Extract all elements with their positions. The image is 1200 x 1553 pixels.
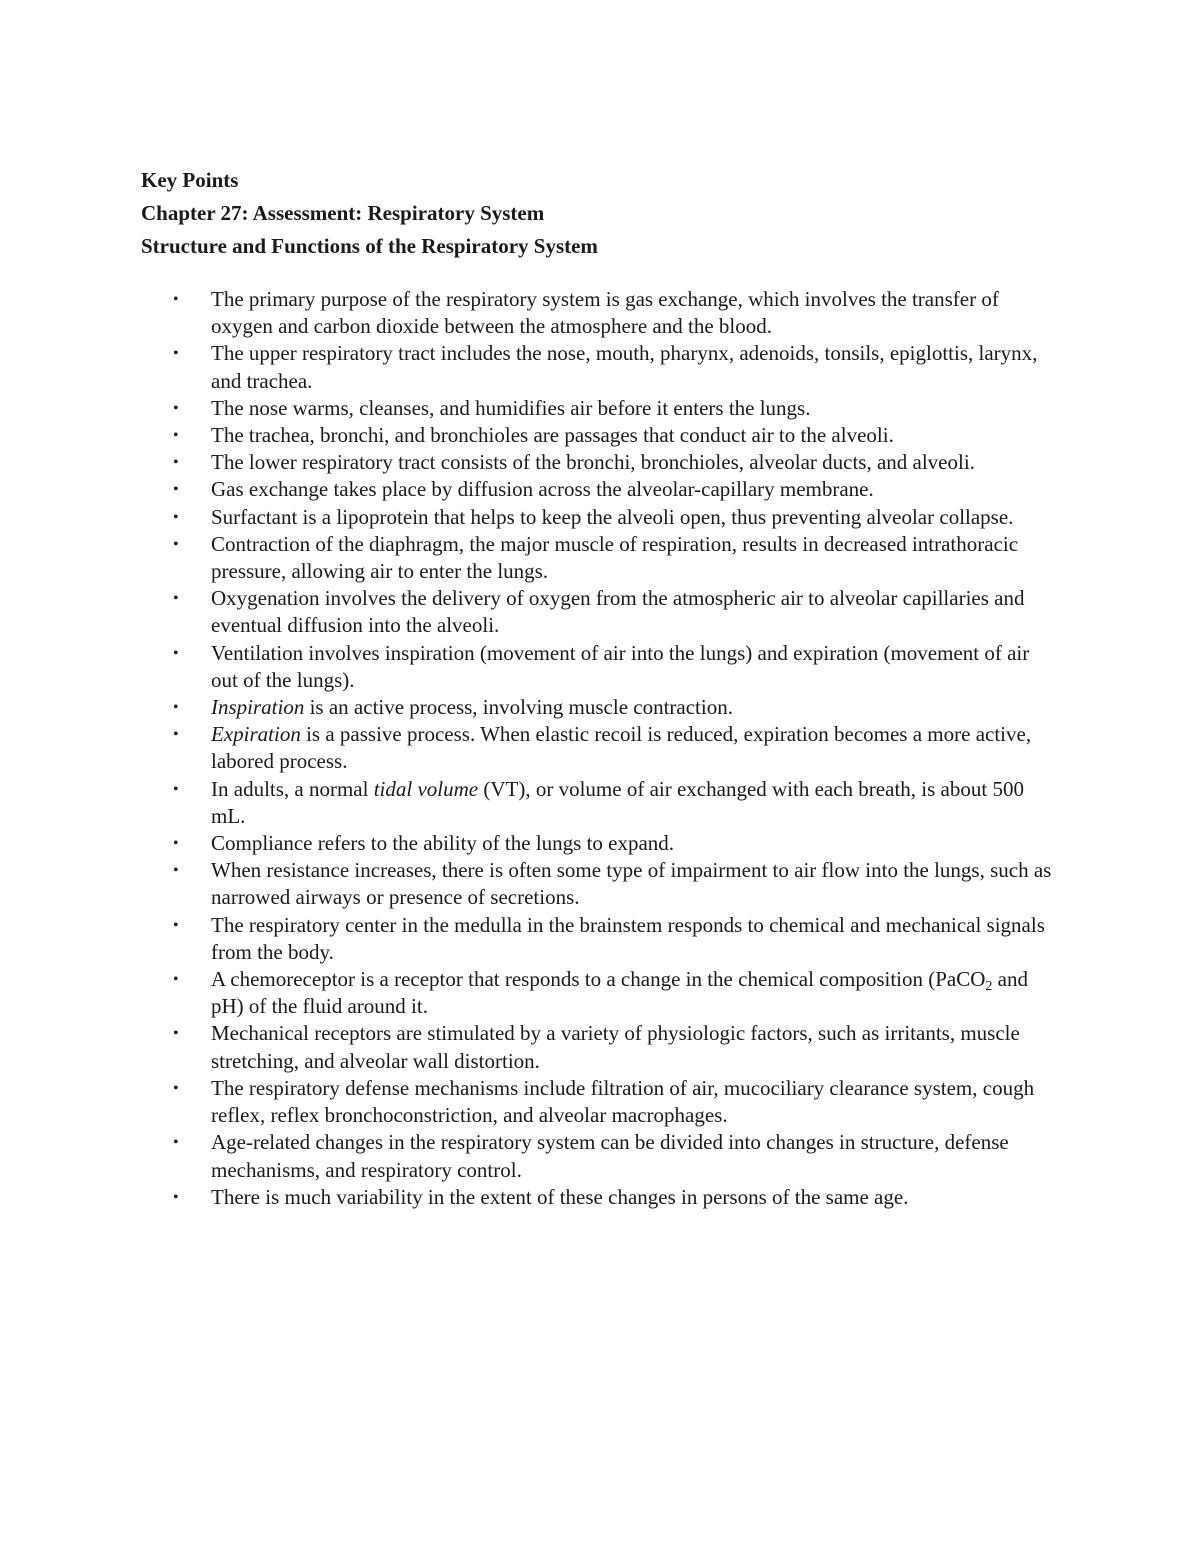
bullet-icon: • (173, 1079, 179, 1097)
list-item-text: The primary purpose of the respiratory system is gas exchange, which involves the transfer of oxygen and carbon dioxide between the atmosphere and the blood. (211, 287, 999, 339)
list-item-text: The lower respiratory tract consists of the bronchi, bronchioles, alveolar ducts, and alveoli. (211, 450, 975, 475)
list-item (141, 640, 1061, 694)
list-item (141, 1129, 1061, 1183)
bullet-icon: • (173, 835, 179, 853)
list-item (141, 531, 1061, 585)
bullet-icon: • (173, 1188, 179, 1206)
bullet-icon: • (173, 780, 179, 798)
list-item (141, 721, 1061, 775)
list-item-text: Ventilation involves inspiration (movement of air into the lungs) and expiration (movement of air out of the lungs). (211, 640, 1030, 692)
list-item (141, 1075, 1061, 1129)
list-item (141, 830, 1061, 857)
list-item (141, 1184, 1061, 1211)
page-title: Key Points (141, 168, 239, 192)
bullet-icon: • (173, 726, 179, 744)
bullet-icon: • (173, 1025, 179, 1043)
bullet-icon: • (173, 535, 179, 553)
bullet-icon: • (173, 971, 179, 989)
bullet-icon: • (173, 644, 179, 662)
emphasized-term: Expiration (211, 722, 301, 747)
list-item (141, 422, 1061, 449)
emphasized-term: tidal volume (373, 776, 479, 801)
list-item-text: Expiration is a passive process. When elastic recoil is reduced, expiration becomes a more active, labored process. (211, 722, 1032, 774)
section-heading: Structure and Functions of the Respiratory System (141, 234, 598, 258)
list-item-text: Oxygenation involves the delivery of oxygen from the atmospheric air to alveolar capillaries and eventual diffusion into the alveoli. (211, 586, 1025, 638)
list-item-text: The respiratory center in the medulla in the brainstem responds to chemical and mechanical signals from the body. (211, 912, 1045, 964)
bullet-icon: • (173, 1134, 179, 1152)
list-item-text: Contraction of the diaphragm, the major muscle of respiration, results in decreased intrathoracic pressure, allowing air to enter the lungs. (211, 531, 1019, 584)
list-item-text: Inspiration is an active process, involving muscle contraction. (211, 695, 733, 720)
bullet-icon: • (173, 427, 179, 445)
list-item (141, 449, 1061, 476)
subscript: 2 (985, 979, 993, 995)
emphasized-term: Inspiration (211, 695, 305, 720)
list-item (141, 776, 1061, 830)
list-item (141, 966, 1061, 1020)
bullet-icon: • (173, 508, 179, 526)
list-item (141, 912, 1061, 966)
list-item (141, 585, 1061, 639)
list-item-text: Gas exchange takes place by diffusion across the alveolar-capillary membrane. (211, 477, 874, 502)
list-item (141, 340, 1061, 394)
list-item-text: Mechanical receptors are stimulated by a variety of physiologic factors, such as irritants, muscle stretching, and alveolar wall distortion. (211, 1021, 1020, 1073)
list-item (141, 1020, 1061, 1074)
list-item (141, 857, 1061, 911)
bullet-icon: • (173, 590, 179, 608)
list-item-text: Compliance refers to the ability of the lungs to expand. (211, 831, 675, 856)
bullet-icon: • (173, 291, 179, 308)
list-item-text: In adults, a normal tidal volume (VT), or volume of air exchanged with each breath, is about 500 mL. (211, 776, 1024, 828)
bullet-icon: • (173, 916, 179, 934)
bullet-icon: • (173, 345, 179, 363)
list-item-text: There is much variability in the extent of these changes in persons of the same age. (211, 1184, 909, 1209)
bullet-icon: • (173, 481, 179, 499)
list-item (141, 694, 1061, 721)
list-item-text: The nose warms, cleanses, and humidifies air before it enters the lungs. (211, 395, 811, 420)
list-item-text: The trachea, bronchi, and bronchioles are passages that conduct air to the alveoli. (211, 423, 894, 448)
list-item-text: The upper respiratory tract includes the nose, mouth, pharynx, adenoids, tonsils, epiglottis, larynx, and trachea. (211, 341, 1038, 393)
list-item-text: A chemoreceptor is a receptor that responds to a change in the chemical composition (PaCO$_2$ and pH) of the fluid around it. (211, 967, 1028, 1019)
heading-block (141, 164, 1091, 263)
bullet-icon: • (173, 862, 179, 880)
list-item-text: Age-related changes in the respiratory system can be divided into changes in structure, defense mechanisms, and respiratory control. (211, 1130, 1009, 1182)
list-item-text: The respiratory defense mechanisms include filtration of air, mucociliary clearance system, cough reflex, reflex bronchoconstriction, and alveolar macrophages. (211, 1075, 1035, 1128)
list-item (141, 286, 1061, 340)
chapter-heading: Chapter 27: Assessment: Respiratory System (141, 201, 545, 225)
list-item (141, 504, 1061, 531)
list-item-text: Surfactant is a lipoprotein that helps to keep the alveoli open, thus preventing alveolar collapse. (211, 504, 1014, 529)
bullet-icon: • (173, 399, 179, 417)
list-item-text: When resistance increases, there is often some type of impairment to air flow into the lungs, such as narrowed airways or presence of secretions. (211, 858, 1052, 910)
list-item (141, 476, 1061, 503)
key-points-list (141, 286, 1061, 1211)
bullet-icon: • (173, 454, 179, 472)
list-item (141, 395, 1061, 422)
bullet-icon: • (173, 699, 179, 717)
